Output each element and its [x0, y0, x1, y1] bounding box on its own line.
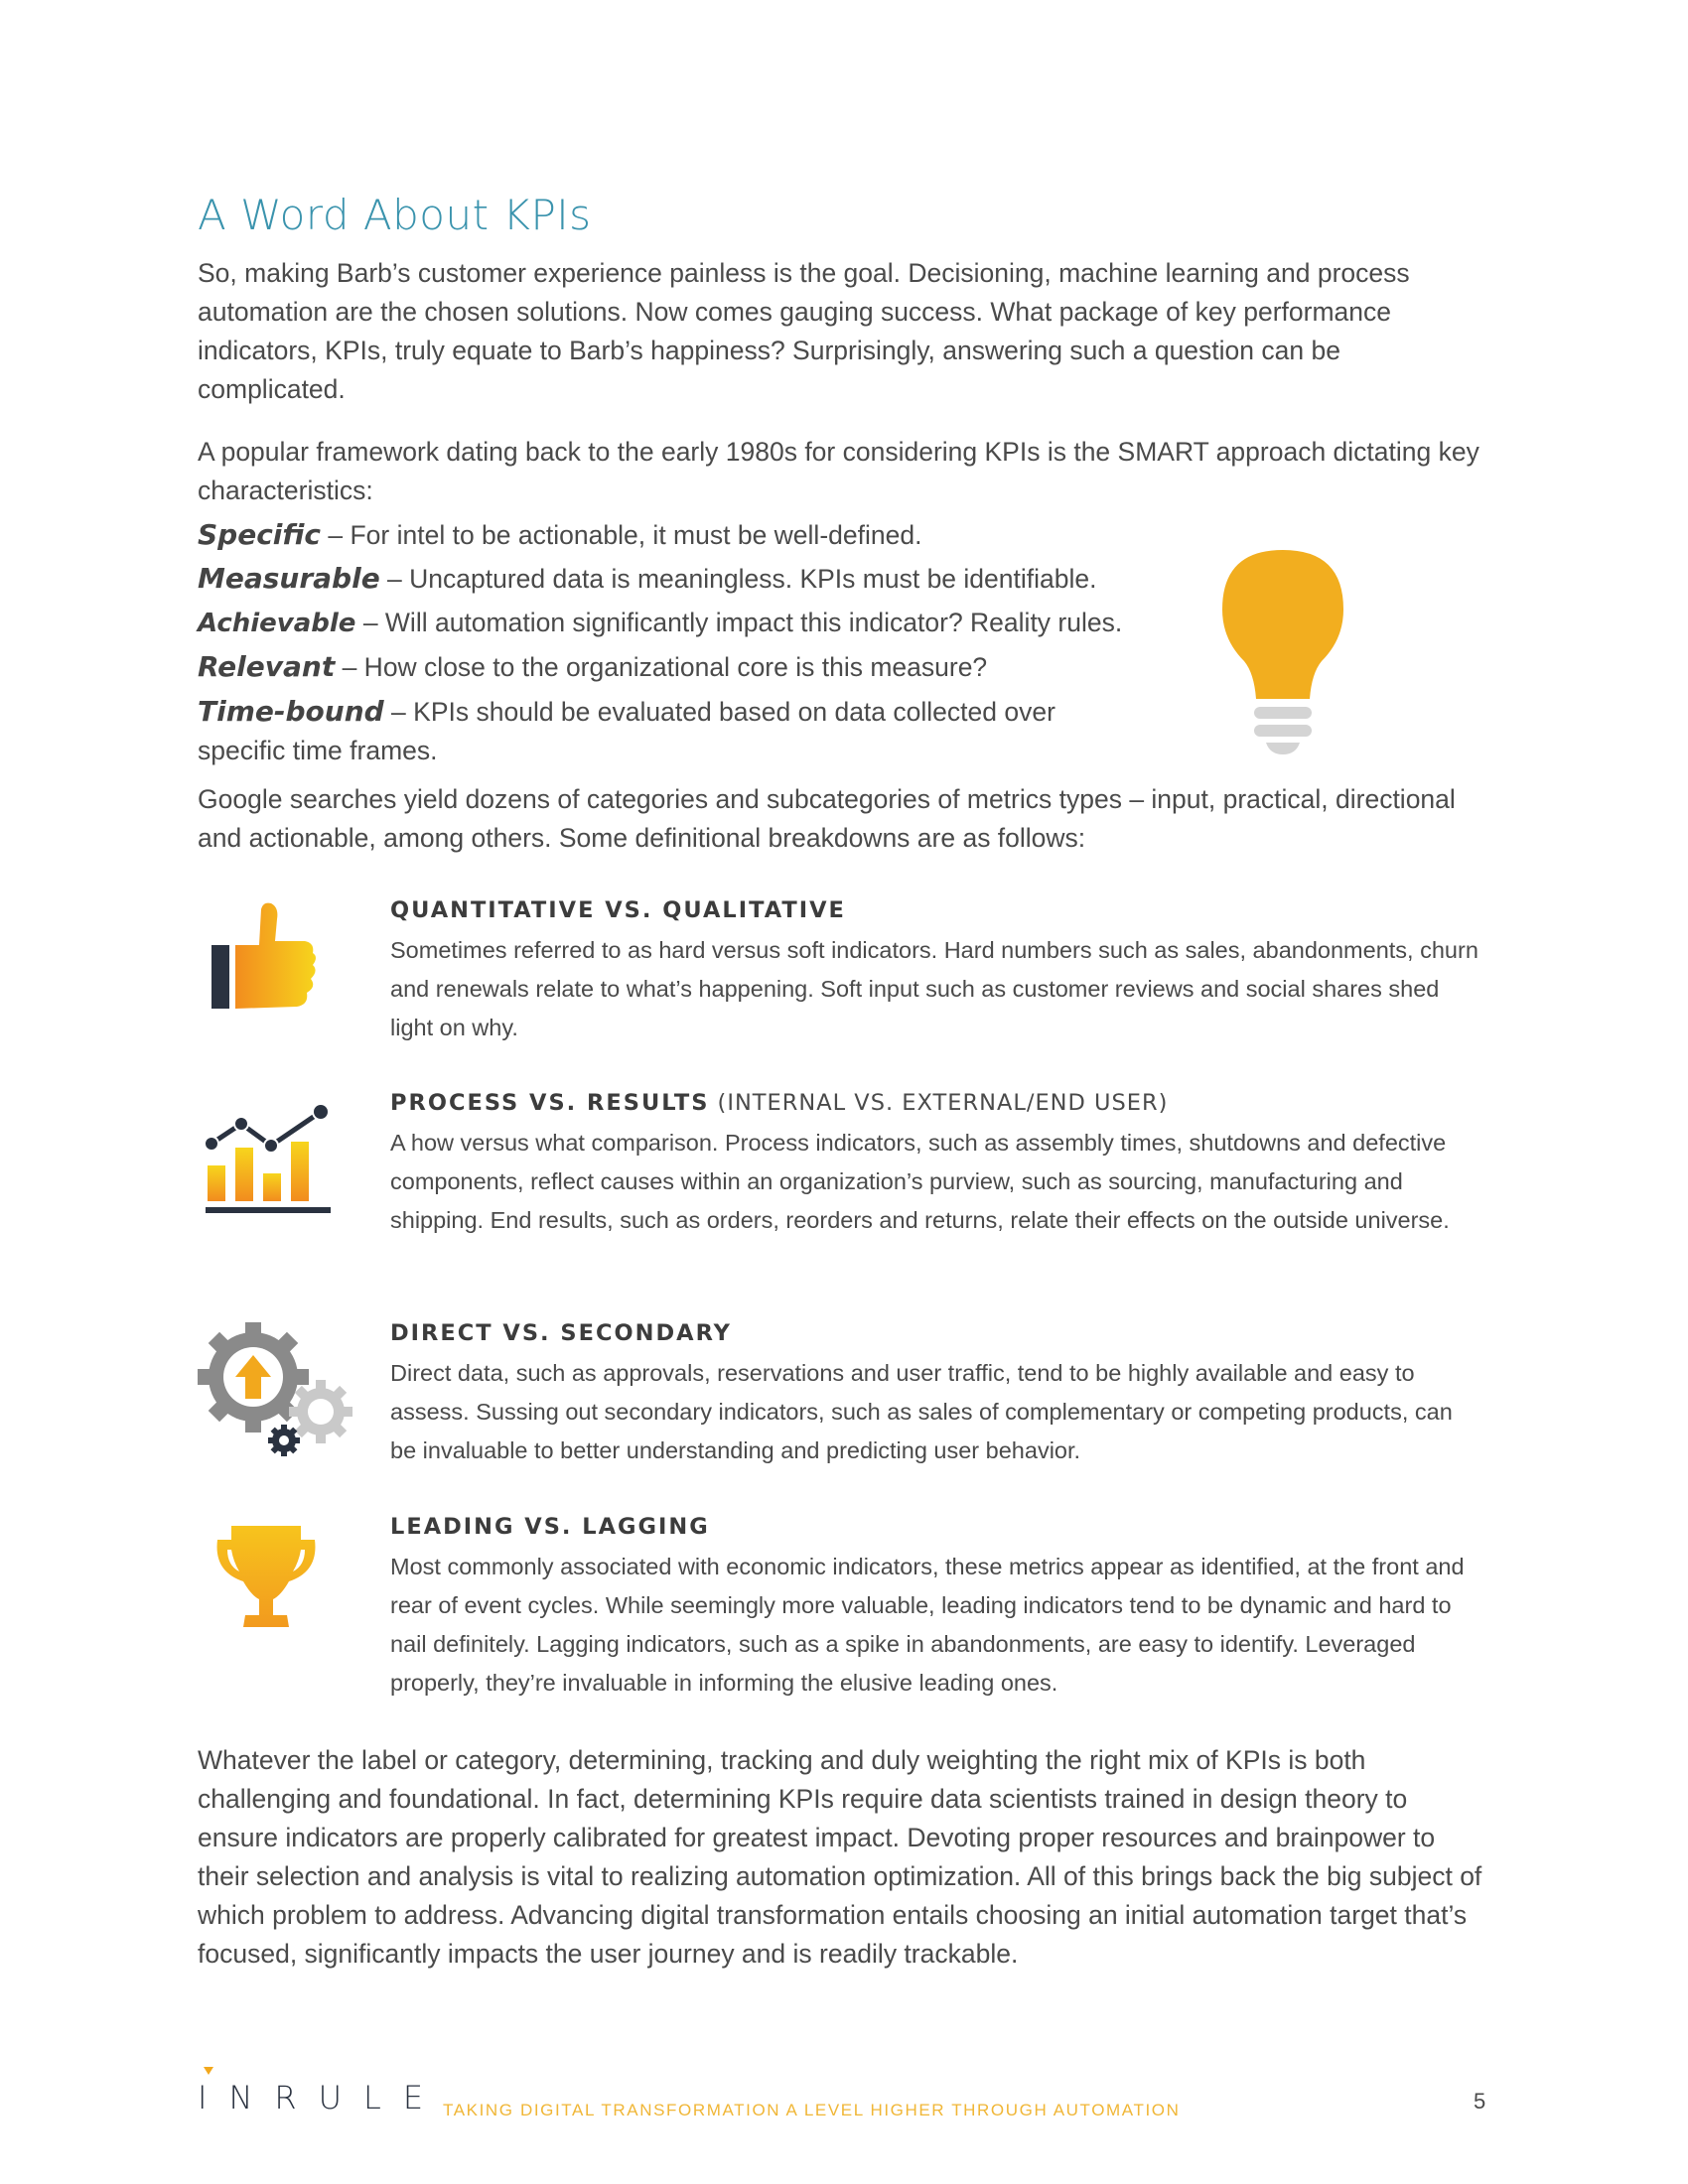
breakdown-text: Sometimes referred to as hard versus soft indicators. Hard numbers such as sales, abandonments, churn and renewals relate to what’s happening. Soft input such as customer reviews and social shares shed light on why. — [390, 937, 1478, 1040]
smart-item-achievable — [198, 604, 1191, 643]
breakdown-text: A how versus what comparison. Process indicators, such as assembly times, shutdowns and defective components, reflect causes within an organization’s purview, such as sourcing, manufacturing and shipping. End results, such as orders, reorders and returns, relate their effects on the outside universe. — [390, 1130, 1450, 1233]
smart-item-time-bound — [198, 692, 1111, 770]
breakdown-text: Most commonly associated with economic indicators, these metrics appear as identified, at the front and rear of event cycles. While seemingly more valuable, leading indicators tend to be dynamic and hard to nail definitely. Lagging indicators, such as a spike in abandonments, are easy to identify. Leveraged properly, they’re invaluable in informing the elusive leading ones. — [390, 1554, 1465, 1696]
page-title: A Word About KPIs — [198, 191, 592, 239]
gears-icon — [194, 1322, 362, 1466]
smart-term: Specific — [198, 518, 322, 551]
smart-intro-paragraph: A popular framework dating back to the early 1980s for considering KPIs is the SMART approach dictating key characteristics: — [198, 437, 1479, 505]
thumbs-up-icon — [198, 893, 327, 1027]
bar-chart-icon — [198, 1086, 337, 1230]
smart-desc: – KPIs should be evaluated based on data collected over specific time frames. — [198, 697, 1055, 765]
trophy-icon — [211, 1520, 321, 1644]
breakdown-heading: LEADING VS. LAGGING — [390, 1514, 710, 1540]
intro-paragraph: So, making Barb’s customer experience painless is the goal. Decisioning, machine learning and process automation are the chosen solutions. Now comes gauging success. What package of key performance indicators, KPIs, truly equate to Barb’s happiness? Surprisingly, answering such a question can be complicated. — [198, 258, 1410, 404]
smart-term: Time-bound — [198, 695, 384, 728]
smart-item-relevant — [198, 647, 1191, 687]
page-footer — [198, 2079, 1488, 2128]
google-paragraph: Google searches yield dozens of categories and subcategories of metrics types – input, practical, directional and actionable, among others. Some definitional breakdowns are as follows: — [198, 784, 1456, 853]
page-number: 5 — [1474, 2089, 1486, 2114]
footer-tagline: TAKING DIGITAL TRANSFORMATION A LEVEL HIGHER THROUGH AUTOMATION — [443, 2101, 1181, 2119]
smart-desc: – How close to the organizational core is this measure? — [335, 652, 988, 682]
smart-desc: – For intel to be actionable, it must be well-defined. — [321, 520, 922, 550]
breakdown-text: Direct data, such as approvals, reservations and user traffic, tend to be highly available and easy to assess. Sussing out secondary indicators, such as sales of complementary or competing products, can be invaluable to better understanding and predicting user behavior. — [390, 1360, 1453, 1463]
smart-desc: – Uncaptured data is meaningless. KPIs must be identifiable. — [379, 564, 1097, 594]
smart-item-measurable — [198, 559, 1191, 599]
inrule-logo: INRULE — [198, 2079, 446, 2116]
closing-paragraph: Whatever the label or category, determining, tracking and duly weighting the right mix of KPIs is both challenging and foundational. In fact, determining KPIs require data scientists trained in design theory to ensure indicators are properly calibrated for greatest impact. Devoting proper resources and brainpower to their selection and analysis is vital to realizing automation optimization. All of this brings back the big subject of which problem to address. Advancing digital transformation entails choosing an initial automation target that’s focused, significantly impacts the user journey and is readily trackable. — [198, 1745, 1482, 1969]
breakdown-heading: DIRECT VS. SECONDARY — [390, 1320, 732, 1346]
breakdown-heading: QUANTITATIVE VS. QUALITATIVE — [390, 897, 846, 923]
breakdown-heading: PROCESS VS. RESULTS (INTERNAL VS. EXTERNAL/END USER) — [390, 1090, 1169, 1116]
smart-item-specific — [198, 515, 1191, 555]
smart-desc: – Will automation significantly impact this indicator? Reality rules. — [355, 608, 1123, 637]
smart-term: Achievable — [198, 609, 356, 638]
logo-accent-mark — [204, 2067, 213, 2075]
smart-term: Relevant — [198, 650, 336, 683]
breakdown-subheading: (INTERNAL VS. EXTERNAL/END USER) — [709, 1090, 1169, 1116]
smart-term: Measurable — [198, 562, 380, 595]
light-bulb-icon — [1218, 548, 1347, 761]
